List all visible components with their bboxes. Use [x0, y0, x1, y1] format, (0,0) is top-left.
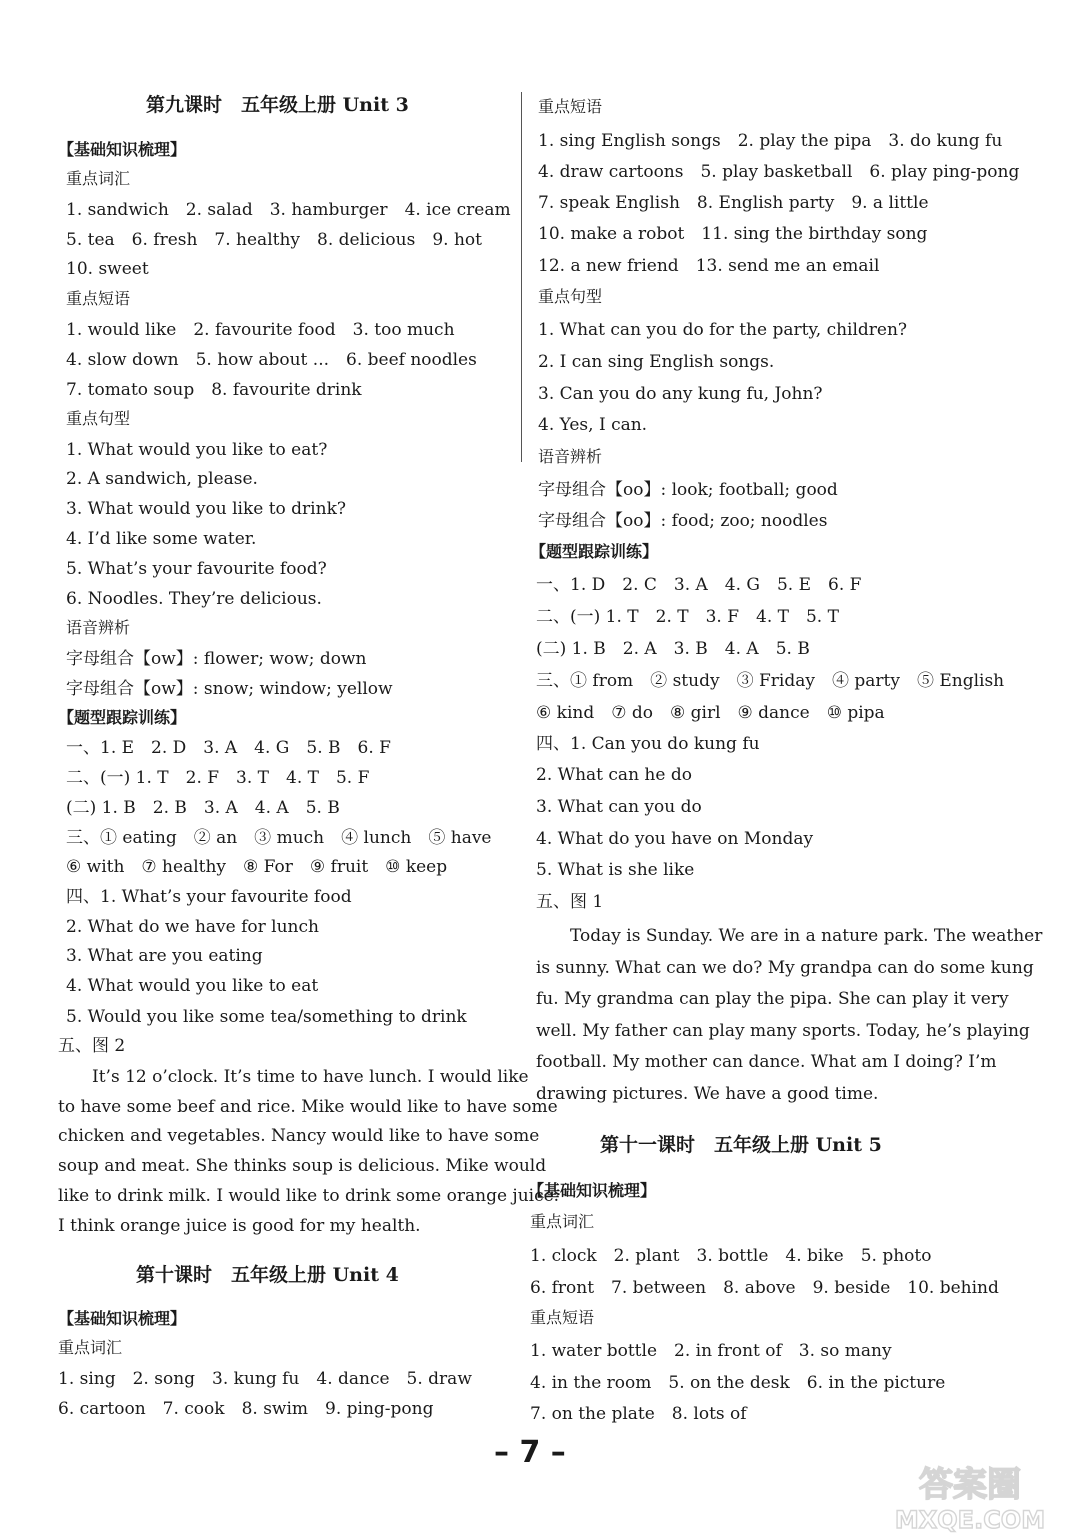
- paragraph-line: football. My mother can dance. What am I doing? I’m: [536, 1052, 997, 1072]
- subsection-heading: 重点短语: [530, 1308, 595, 1327]
- paragraph-line: drawing pictures. We have a good time.: [536, 1084, 879, 1104]
- text-line: ⑥ with ⑦ healthy ⑧ For ⑨ fruit ⑩ keep: [66, 857, 448, 877]
- subsection-heading: 重点句型: [538, 287, 603, 306]
- subsection-heading: 重点短语: [66, 289, 131, 308]
- text-line: 五、图 1: [536, 892, 604, 912]
- section-heading: 【基础知识梳理】: [58, 1309, 187, 1328]
- text-line: 6. Noodles. They’re delicious.: [66, 589, 322, 609]
- text-line: 10. sweet: [66, 259, 149, 279]
- subsection-heading: 语音辨析: [66, 618, 131, 637]
- paragraph-line: soup and meat. She thinks soup is delicious. Mike would: [58, 1156, 547, 1176]
- section-heading: 【基础知识梳理】: [528, 1181, 657, 1200]
- column-divider: [521, 92, 522, 462]
- lesson-heading: 第九课时 五年级上册 Unit 3: [146, 94, 409, 116]
- text-line: 字母组合【ow】: flower; wow; down: [66, 649, 367, 669]
- watermark-line1: 答案圈: [919, 1465, 1021, 1505]
- text-line: 1. clock 2. plant 3. bottle 4. bike 5. photo: [530, 1246, 932, 1266]
- paragraph-line: It’s 12 o’clock. It’s time to have lunch. I would like: [92, 1067, 529, 1087]
- text-line: 4. I’d like some water.: [66, 529, 257, 549]
- paragraph-line: well. My father can play many sports. Today, he’s playing: [536, 1021, 1030, 1041]
- lesson-heading: 第十一课时 五年级上册 Unit 5: [600, 1134, 882, 1156]
- text-line: 7. on the plate 8. lots of: [530, 1404, 747, 1424]
- paragraph-line: like to drink milk. I would like to drink some orange juice.: [58, 1186, 560, 1206]
- text-line: 1. sandwich 2. salad 3. hamburger 4. ice cream: [66, 200, 511, 220]
- text-line: 3. What would you like to drink?: [66, 499, 346, 519]
- text-line: (二) 1. B 2. A 3. B 4. A 5. B: [536, 639, 810, 659]
- text-line: 4. in the room 5. on the desk 6. in the picture: [530, 1373, 946, 1393]
- text-line: 4. What would you like to eat: [66, 976, 319, 996]
- text-line: 3. What can you do: [536, 797, 702, 817]
- text-line: 三、① from ② study ③ Friday ④ party ⑤ English: [536, 671, 1005, 691]
- section-heading: 【题型跟踪训练】: [58, 708, 187, 727]
- text-line: 10. make a robot 11. sing the birthday song: [538, 224, 928, 244]
- text-line: 一、1. E 2. D 3. A 4. G 5. B 6. F: [66, 738, 391, 758]
- subsection-heading: 重点句型: [66, 409, 131, 428]
- text-line: 一、1. D 2. C 3. A 4. G 5. E 6. F: [536, 575, 862, 595]
- text-line: 4. slow down 5. how about ... 6. beef noodles: [66, 350, 477, 370]
- text-line: 4. What do you have on Monday: [536, 829, 814, 849]
- text-line: 字母组合【ow】: snow; window; yellow: [66, 679, 393, 699]
- text-line: 2. A sandwich, please.: [66, 469, 258, 489]
- subsection-heading: 语音辨析: [538, 447, 603, 466]
- text-line: 5. tea 6. fresh 7. healthy 8. delicious 9. hot: [66, 230, 482, 250]
- paragraph-line: chicken and vegetables. Nancy would like to have some: [58, 1126, 540, 1146]
- subsection-heading: 重点词汇: [66, 169, 131, 188]
- text-line: 四、1. Can you do kung fu: [536, 734, 760, 754]
- subsection-heading: 重点短语: [538, 97, 603, 116]
- text-line: 2. What do we have for lunch: [66, 917, 319, 937]
- text-line: 7. tomato soup 8. favourite drink: [66, 380, 362, 400]
- paragraph-line: fu. My grandma can play the pipa. She can play it very: [536, 989, 1009, 1009]
- watermark-line2: MXQE.COM: [894, 1506, 1046, 1534]
- section-heading: 【基础知识梳理】: [58, 140, 187, 159]
- text-line: 4. Yes, I can.: [538, 415, 648, 435]
- subsection-heading: 重点词汇: [58, 1338, 123, 1357]
- text-line: 字母组合【oo】: food; zoo; noodles: [538, 511, 828, 531]
- subsection-heading: 重点词汇: [530, 1212, 595, 1231]
- text-line: 5. What is she like: [536, 860, 695, 880]
- text-line: 二、(一) 1. T 2. T 3. F 4. T 5. T: [536, 607, 839, 627]
- section-heading: 【题型跟踪训练】: [530, 542, 659, 561]
- text-line: 2. I can sing English songs.: [538, 352, 775, 372]
- watermark-logo: [880, 1460, 1060, 1534]
- text-line: 5. Would you like some tea/something to drink: [66, 1007, 467, 1027]
- text-line: 6. front 7. between 8. above 9. beside 10. behind: [530, 1278, 999, 1298]
- text-line: 12. a new friend 13. send me an email: [538, 256, 880, 276]
- text-line: 二、(一) 1. T 2. F 3. T 4. T 5. F: [66, 768, 370, 788]
- text-line: (二) 1. B 2. B 3. A 4. A 5. B: [66, 798, 340, 818]
- lesson-heading: 第十课时 五年级上册 Unit 4: [136, 1264, 399, 1286]
- text-line: 2. What can he do: [536, 765, 692, 785]
- text-line: 1. sing 2. song 3. kung fu 4. dance 5. draw: [58, 1369, 472, 1389]
- page-number: – 7 –: [494, 1435, 566, 1470]
- text-line: 1. water bottle 2. in front of 3. so many: [530, 1341, 892, 1361]
- paragraph-line: I think orange juice is good for my health.: [58, 1216, 421, 1236]
- paragraph-line: to have some beef and rice. Mike would like to have some: [58, 1097, 558, 1117]
- text-line: 3. Can you do any kung fu, John?: [538, 384, 823, 404]
- text-line: 字母组合【oo】: look; football; good: [538, 480, 838, 500]
- paragraph-line: Today is Sunday. We are in a nature park. The weather: [570, 926, 1043, 946]
- text-line: 1. What can you do for the party, children?: [538, 320, 908, 340]
- paragraph-line: is sunny. What can we do? My grandpa can do some kung: [536, 958, 1034, 978]
- text-line: 四、1. What’s your favourite food: [66, 887, 352, 907]
- text-line: 1. would like 2. favourite food 3. too much: [66, 320, 455, 340]
- text-line: 6. cartoon 7. cook 8. swim 9. ping-pong: [58, 1399, 434, 1419]
- text-line: 五、图 2: [58, 1036, 126, 1056]
- text-line: ⑥ kind ⑦ do ⑧ girl ⑨ dance ⑩ pipa: [536, 703, 885, 723]
- text-line: 三、① eating ② an ③ much ④ lunch ⑤ have: [66, 828, 492, 848]
- text-line: 7. speak English 8. English party 9. a little: [538, 193, 929, 213]
- text-line: 1. sing English songs 2. play the pipa 3. do kung fu: [538, 131, 1003, 151]
- text-line: 5. What’s your favourite food?: [66, 559, 327, 579]
- text-line: 3. What are you eating: [66, 946, 263, 966]
- text-line: 1. What would you like to eat?: [66, 440, 328, 460]
- text-line: 4. draw cartoons 5. play basketball 6. play ping-pong: [538, 162, 1020, 182]
